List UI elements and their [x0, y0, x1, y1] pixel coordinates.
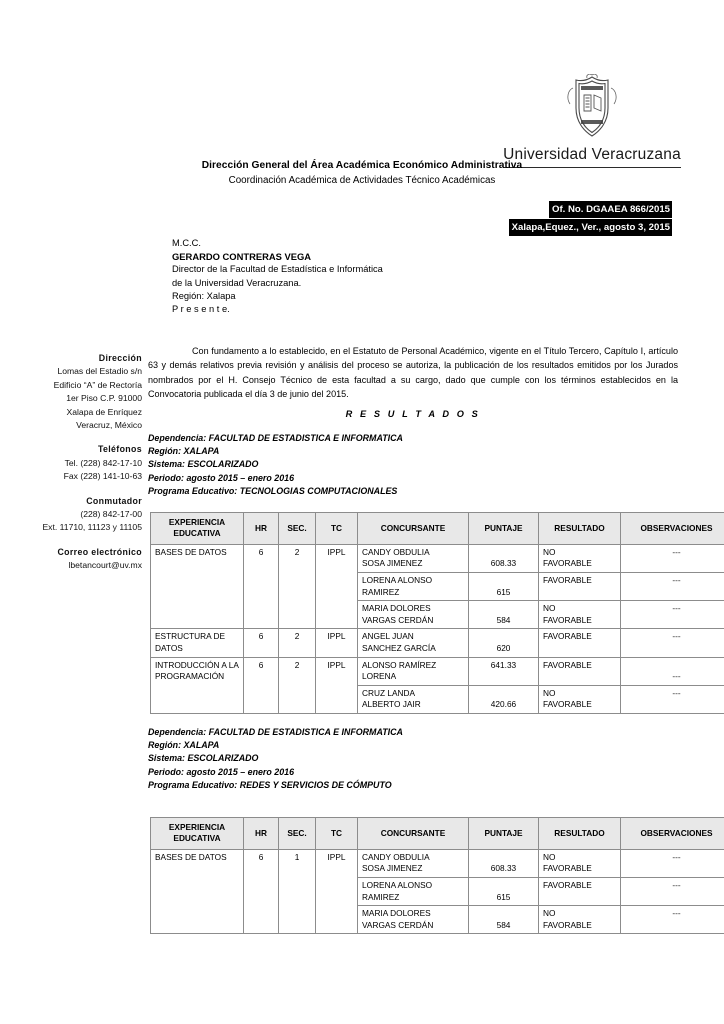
phone-line: Tel. (228) 842-17-10 — [64, 457, 142, 468]
concursante-line: VARGAS CERDÁN — [362, 614, 434, 625]
cell-puntaje — [469, 629, 539, 657]
cell-sec: 2 — [279, 544, 316, 629]
address-line: 1er Piso C.P. 91000 — [66, 393, 142, 404]
cell-sec: 1 — [279, 849, 316, 934]
puntaje-value: 615 — [496, 586, 511, 597]
cell-observaciones: --- — [621, 878, 724, 906]
place-date: Xalapa,Equez., Ver., agosto 3, 2015 — [509, 219, 672, 236]
cell-concursante — [358, 685, 469, 713]
col-experiencia-educativa: EXPERIENCIA EDUCATIVA — [151, 513, 244, 545]
concursante-line: RAMIREZ — [362, 891, 400, 902]
cell-resultado — [539, 878, 621, 906]
col-sec: SEC. — [279, 513, 316, 545]
cell-experiencia: BASES DE DATOS — [151, 849, 244, 934]
resultado-line: NO — [543, 687, 556, 698]
concursante-line: VARGAS CERDÁN — [362, 919, 434, 930]
cell-observaciones: --- — [621, 544, 724, 572]
results-table — [150, 817, 724, 934]
meta-periodo: Periodo: agosto 2015 – enero 2016 — [148, 766, 295, 777]
concursante-line: ALONSO RAMÍREZ — [362, 659, 437, 670]
meta-dependencia: Dependencia: FACULTAD DE ESTADISTICA E INFORMATICA — [148, 433, 403, 443]
cell-observaciones: --- — [621, 849, 724, 877]
puntaje-value: 584 — [496, 919, 511, 930]
concursante-line: CANDY OBDULIA — [362, 546, 430, 557]
addressee-position: Director de la Facultad de Estadística e Informática — [172, 264, 383, 275]
col-hr: HR — [244, 513, 279, 545]
masthead — [492, 74, 692, 168]
reference-number: Of. No. DGAAEA 866/2015 — [549, 201, 672, 218]
meta-region: Región: XALAPA — [148, 446, 220, 457]
puntaje-value: 608.33 — [490, 863, 517, 874]
resultado-line: FAVORABLE — [543, 699, 592, 710]
cell-sec: 2 — [279, 657, 316, 713]
switchboard-label: Conmutador — [86, 495, 142, 506]
addressee-title: M.C.C. — [172, 238, 201, 248]
cell-concursante — [358, 544, 469, 572]
concursante-line: RAMIREZ — [362, 586, 400, 597]
addressee-block — [172, 237, 383, 316]
phones-group — [14, 443, 142, 483]
puntaje-value: 584 — [496, 614, 511, 625]
cell-resultado — [539, 601, 621, 629]
address-group — [14, 352, 142, 432]
resultado-line: FAVORABLE — [543, 614, 592, 625]
concursante-line: SANCHEZ GARCÍA — [362, 642, 436, 653]
concursante-line: MARIA DOLORES — [362, 603, 431, 614]
meta-sistema: Sistema: ESCOLARIZADO — [148, 459, 259, 470]
section-meta — [148, 726, 403, 792]
col-concursante: CONCURSANTE — [358, 513, 469, 545]
cell-resultado — [539, 573, 621, 601]
resultado-line: FAVORABLE — [543, 880, 592, 890]
cell-observaciones: --- — [621, 685, 724, 713]
meta-programa: Programa Educativo: TECNOLOGIAS COMPUTACIONALES — [148, 485, 398, 496]
concursante-line: SOSA JIMENEZ — [362, 558, 423, 569]
cell-puntaje — [469, 685, 539, 713]
cell-tc: IPPL — [316, 657, 358, 713]
cell-puntaje — [469, 544, 539, 572]
col-observaciones: OBSERVACIONES — [621, 513, 724, 545]
switchboard-line: Ext. 11710, 11123 y 11105 — [42, 522, 142, 533]
col-concursante: CONCURSANTE — [358, 818, 469, 850]
resultado-line: NO — [543, 603, 556, 614]
addressee-institution: de la Universidad Veracruzana. — [172, 277, 302, 288]
table-header-row — [151, 513, 724, 545]
cell-experiencia: ESTRUCTURA DE DATOS — [151, 629, 244, 657]
svg-text:UNIVERSIDAD: UNIVERSIDAD — [581, 86, 603, 91]
col-observaciones: OBSERVACIONES — [621, 818, 724, 850]
address-line: Edificio “A” de Rectoría — [53, 379, 142, 390]
cell-hr: 6 — [244, 849, 279, 934]
cell-tc: IPPL — [316, 629, 358, 657]
cell-puntaje: 641.33 — [469, 657, 539, 685]
resultado-line: NO — [543, 851, 556, 862]
cell-observaciones: --- — [621, 906, 724, 934]
table-row — [151, 657, 724, 685]
meta-dependencia: Dependencia: FACULTAD DE ESTADISTICA E INFORMATICA — [148, 727, 403, 737]
reference-block — [0, 200, 672, 236]
cell-concursante — [358, 601, 469, 629]
phone-line: Fax (228) 141-10-63 — [63, 471, 142, 482]
section-meta — [148, 432, 403, 498]
concursante-line: MARIA DOLORES — [362, 908, 431, 919]
cell-resultado: FAVORABLE — [539, 629, 621, 657]
meta-region: Región: XALAPA — [148, 740, 220, 751]
cell-resultado — [539, 849, 621, 877]
cell-resultado — [539, 544, 621, 572]
meta-programa: Programa Educativo: REDES Y SERVICIOS DE CÓMPUTO — [148, 779, 392, 790]
cell-resultado: FAVORABLE — [539, 657, 621, 685]
body-paragraph: Con fundamento a lo establecido, en el Estatuto de Personal Académico, vigente en el Título Tercero, Capítulo I, artículo 63 y demás relativos previa revisión y análisis del proceso se autoriza, la publicación de los resultados emitidos por los Jurados nombrados por el H. Consejo Técnico de esta facultad a su cargo, dado que cumple con los términos establecidos en la Convocatoria publicada el día 3 de junio del 2015. — [148, 346, 678, 400]
cell-concursante — [358, 849, 469, 877]
resultado-line: NO — [543, 908, 556, 919]
cell-puntaje — [469, 573, 539, 601]
puntaje-value: 620 — [496, 642, 511, 653]
cell-hr: 6 — [244, 544, 279, 629]
addressee-region: Región: Xalapa — [172, 290, 236, 301]
resultado-line: FAVORABLE — [543, 558, 592, 569]
concursante-line: CRUZ LANDA — [362, 687, 416, 698]
cell-resultado — [539, 685, 621, 713]
wordmark-text: Universidad Veracruzana — [503, 146, 681, 168]
cell-tc: IPPL — [316, 849, 358, 934]
cell-observaciones: --- — [621, 573, 724, 601]
table-header-row — [151, 818, 724, 850]
email-address: lbetancourt@uv.mx — [68, 560, 142, 571]
concursante-line: LORENA — [362, 671, 397, 682]
cell-puntaje — [469, 878, 539, 906]
meta-sistema: Sistema: ESCOLARIZADO — [148, 753, 259, 764]
cell-tc: IPPL — [316, 544, 358, 629]
col-hr: HR — [244, 818, 279, 850]
puntaje-value: 420.66 — [490, 699, 517, 710]
cell-concursante — [358, 657, 469, 685]
concursante-line: LORENA ALONSO — [362, 880, 433, 890]
cell-concursante — [358, 573, 469, 601]
cell-puntaje — [469, 906, 539, 934]
address-label: Dirección — [98, 353, 142, 363]
col-puntaje: PUNTAJE — [469, 513, 539, 545]
table-row — [151, 629, 724, 657]
resultado-line: FAVORABLE — [543, 863, 592, 874]
addressee-present: P r e s e n t e. — [172, 304, 230, 315]
resultado-line: FAVORABLE — [543, 919, 592, 930]
col-tc: TC — [316, 818, 358, 850]
col-sec: SEC. — [279, 818, 316, 850]
col-resultado: RESULTADO — [539, 818, 621, 850]
table-row — [151, 849, 724, 877]
addressee-name: GERARDO CONTRERAS VEGA — [172, 251, 312, 263]
concursante-line: ANGEL JUAN — [362, 631, 414, 642]
col-tc: TC — [316, 513, 358, 545]
concursante-line: SOSA JIMENEZ — [362, 863, 423, 874]
cell-observaciones: --- — [621, 657, 724, 685]
address-line: Xalapa de Enríquez — [66, 406, 142, 417]
meta-periodo: Periodo: agosto 2015 – enero 2016 — [148, 472, 295, 483]
switchboard-line: (228) 842-17-00 — [80, 509, 142, 520]
col-experiencia-educativa: EXPERIENCIA EDUCATIVA — [151, 818, 244, 850]
university-seal-icon — [564, 74, 620, 140]
phones-label: Teléfonos — [97, 444, 142, 455]
cell-concursante — [358, 878, 469, 906]
table-row — [151, 544, 724, 572]
cell-experiencia: INTRODUCCIÓN A LA PROGRAMACIÓN — [151, 657, 244, 713]
cell-resultado — [539, 906, 621, 934]
cell-hr: 6 — [244, 629, 279, 657]
puntaje-value: 615 — [496, 891, 511, 902]
puntaje-value: 608.33 — [490, 558, 517, 569]
col-resultado: RESULTADO — [539, 513, 621, 545]
department-title: Dirección General del Área Académica Económico Administrativa — [201, 160, 523, 171]
cell-hr: 6 — [244, 657, 279, 713]
email-label: Correo electrónico — [57, 546, 142, 557]
address-line: Lomas del Estadio s/n — [57, 366, 142, 377]
cell-experiencia: BASES DE DATOS — [151, 544, 244, 629]
cell-puntaje — [469, 601, 539, 629]
resultado-line: NO — [543, 546, 556, 557]
concursante-line: CANDY OBDULIA — [362, 851, 430, 862]
address-line: Veracruz, México — [76, 420, 142, 431]
col-puntaje: PUNTAJE — [469, 818, 539, 850]
email-group — [14, 546, 142, 573]
coordination-subtitle: Coordinación Académica de Actividades Técnico Académicas — [228, 175, 496, 186]
cell-observaciones: --- — [621, 629, 724, 657]
contact-sidebar — [14, 352, 142, 584]
resultado-line: FAVORABLE — [543, 575, 592, 585]
results-table — [150, 512, 724, 714]
cell-observaciones: --- — [621, 601, 724, 629]
cell-sec: 2 — [279, 629, 316, 657]
cell-puntaje — [469, 849, 539, 877]
results-heading: R E S U L T A D O S — [345, 409, 481, 419]
cell-concursante — [358, 629, 469, 657]
concursante-line: LORENA ALONSO — [362, 575, 433, 585]
concursante-line: ALBERTO JAIR — [362, 699, 421, 710]
switchboard-group — [14, 495, 142, 535]
cell-concursante — [358, 906, 469, 934]
